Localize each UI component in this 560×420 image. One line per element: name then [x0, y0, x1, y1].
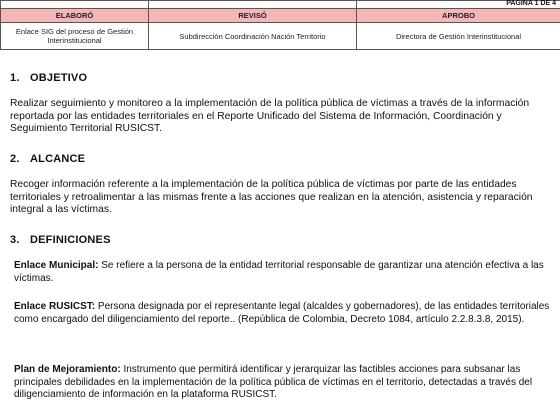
- definition-term: Enlace RUSICST:: [14, 301, 96, 312]
- approval-values-row: [1, 23, 560, 50]
- value-aprobo: Directora de Gestión Interinstitucional: [357, 23, 560, 50]
- definition-plan-mejoramiento: [14, 364, 554, 402]
- section-title: ALCANCE: [30, 153, 86, 165]
- section-number: 3.: [10, 234, 20, 246]
- section-number: 2.: [10, 153, 20, 165]
- definition-text: Persona designada por el representante legal (alcaldes y gobernadores), de las entidades territoriales como encargado del diligenciamiento del reporte.. (República de Colombia, Decreto 1084, artículo 2.2.8.3.8, 2015).: [14, 301, 550, 325]
- page-number-cell: [357, 1, 560, 9]
- definition-text: Se refiere a la persona de la entidad territorial responsable de garantizar una atención efectiva a las víctimas.: [14, 260, 544, 284]
- value-reviso: Subdirección Coordinación Nación Territorio: [149, 23, 357, 50]
- value-elaboro: Enlace SIG del proceso de Gestión Interinstitucional: [1, 23, 149, 50]
- header-elaboro: ELABORÓ: [1, 9, 149, 23]
- strip-cell: [1, 1, 149, 9]
- definition-term: Enlace Municipal:: [14, 260, 99, 271]
- definition-term: Plan de Mejoramiento:: [14, 364, 121, 375]
- section-number: 1.: [10, 72, 20, 84]
- approval-header-row: [1, 9, 560, 23]
- objetivo-paragraph: Realizar seguimiento y monitoreo a la implementación de la política pública de víctimas a través de la información reportada por las entidades territoriales en el Reporte Unificado del Sistema de Información, Coordinación y Seguimiento Territorial RUSICST.: [10, 98, 530, 135]
- definition-enlace-rusicst: [14, 301, 554, 326]
- strip-cell: [149, 1, 357, 9]
- header-reviso: REVISÓ: [149, 9, 357, 23]
- page-number-label: PAGINA 1 DE 4: [506, 0, 556, 7]
- approval-table: [0, 0, 560, 50]
- section-title: OBJETIVO: [30, 72, 88, 84]
- section-heading-definiciones: [10, 234, 111, 246]
- definition-text: Instrumento que permitirá identificar y jerarquizar las factibles acciones para subsanar las principales debilidades en la implementación de la política pública de víctimas en el territorio, detectadas a través del diligenciamiento de información en la plataforma RUSICST.: [14, 364, 533, 401]
- definition-enlace-municipal: [14, 260, 554, 285]
- section-heading-objetivo: [10, 72, 87, 84]
- section-heading-alcance: [10, 153, 85, 165]
- alcance-paragraph: Recoger información referente a la implementación de la política pública de víctimas por parte de las entidades territoriales y retroalimentar a las mismas frente a las acciones que realizan en la atención, asistencia y reparación integral a las víctimas.: [10, 179, 533, 216]
- section-title: DEFINICIONES: [30, 234, 111, 246]
- header-aprobo: APROBO: [357, 9, 560, 23]
- page-strip-row: [1, 1, 560, 9]
